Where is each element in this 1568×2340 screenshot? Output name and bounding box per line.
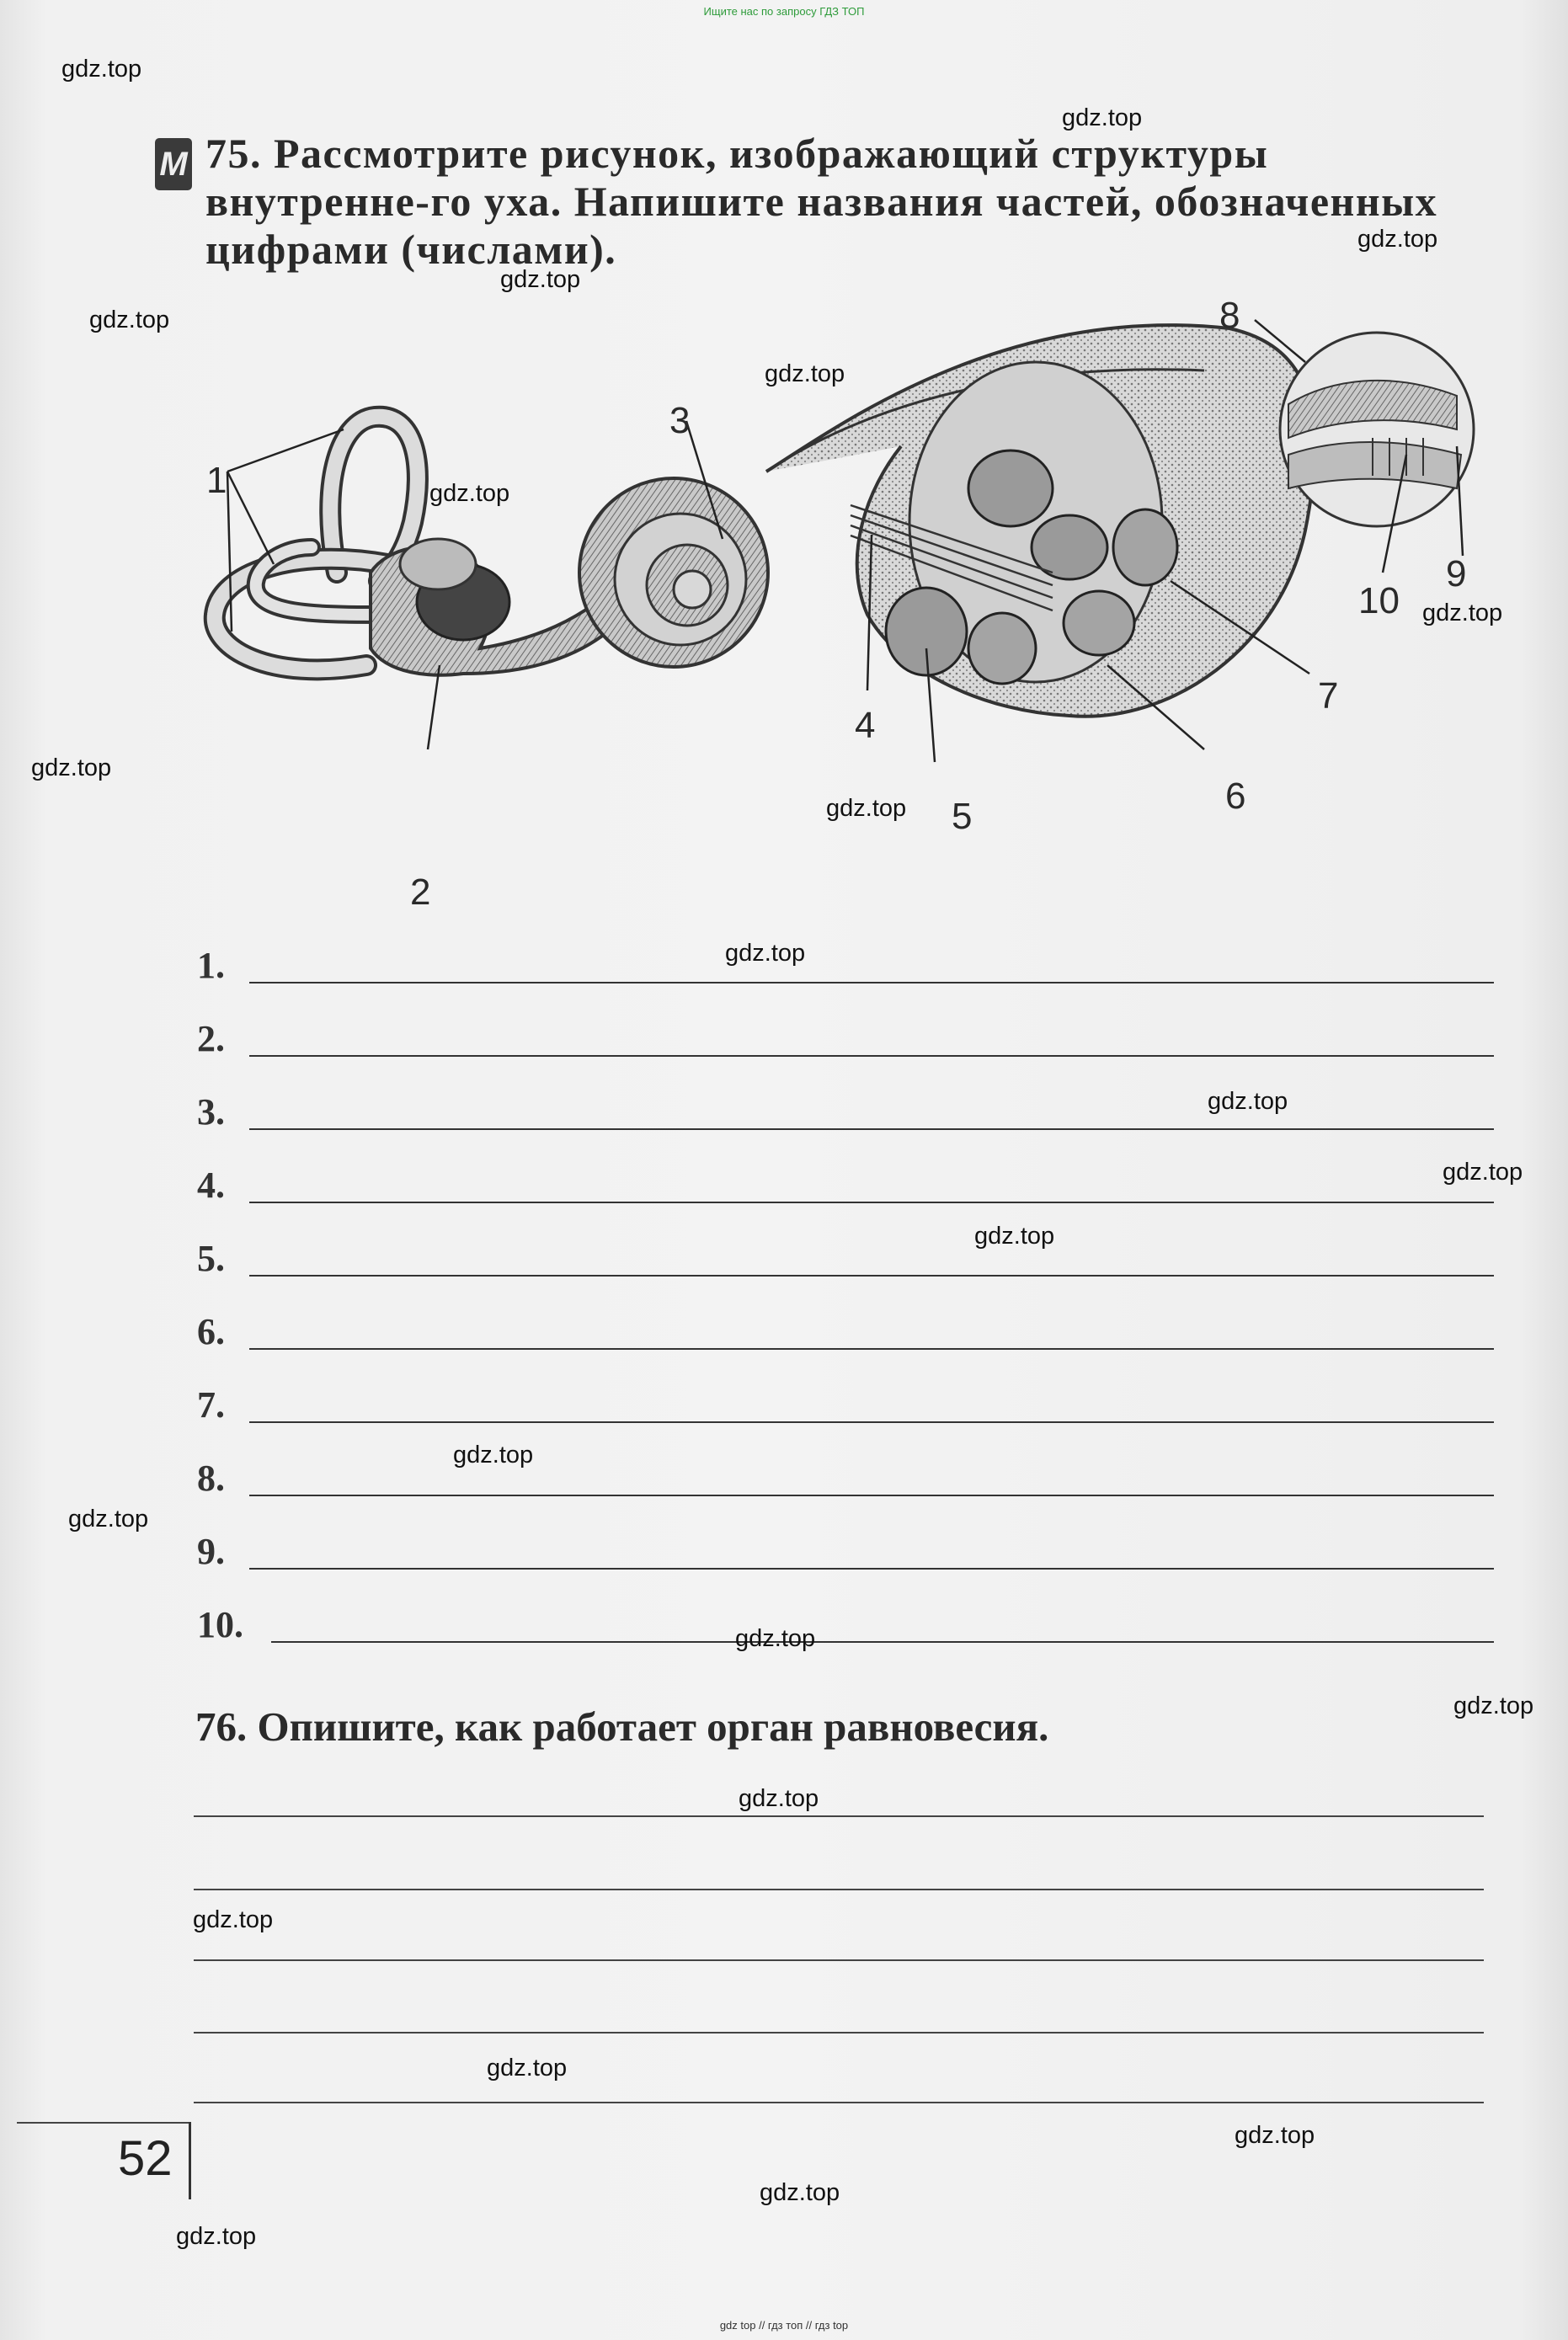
answer-line[interactable] (249, 1275, 1494, 1277)
figure-label-5: 5 (952, 796, 973, 837)
page-number: 52 (118, 2131, 173, 2186)
writing-line-4[interactable] (194, 2032, 1484, 2034)
answer-number: 5. (197, 1238, 225, 1279)
answer-number: 10. (197, 1604, 243, 1645)
cochlea-section-drawing (766, 320, 1474, 762)
watermark: gdz.top (1235, 2122, 1315, 2149)
answer-number: 8. (197, 1458, 225, 1499)
watermark: gdz.top (739, 1785, 819, 1812)
page-number-divider (189, 2122, 191, 2199)
figure-label-8: 8 (1219, 295, 1240, 336)
watermark: gdz.top (429, 480, 510, 507)
answer-number: 4. (197, 1165, 225, 1206)
watermark: gdz.top (176, 2223, 257, 2250)
answer-line[interactable] (249, 1128, 1494, 1130)
figure-label-7: 7 (1318, 675, 1339, 717)
writing-line-1[interactable] (194, 1815, 1484, 1817)
watermark: gdz.top (1422, 600, 1503, 626)
writing-line-3[interactable] (194, 1959, 1484, 1961)
watermark: gdz.top (68, 1506, 149, 1532)
answer-row-10[interactable] (197, 1606, 1494, 1650)
answer-row-2[interactable] (197, 1020, 1494, 1063)
watermark: gdz.top (1453, 1692, 1534, 1719)
watermark: gdz.top (765, 360, 845, 387)
figure-label-3: 3 (669, 400, 691, 441)
answer-line[interactable] (249, 1348, 1494, 1350)
figure-label-4: 4 (855, 705, 876, 746)
answer-line[interactable] (249, 1568, 1494, 1570)
watermark: gdz.top (735, 1625, 816, 1652)
answer-number: 7. (197, 1384, 225, 1426)
watermark: gdz.top (1443, 1159, 1523, 1186)
answer-number: 2. (197, 1018, 225, 1059)
watermark: gdz.top (453, 1442, 534, 1468)
m-badge-icon: М (155, 138, 192, 190)
watermark: gdz.top (31, 754, 112, 781)
answer-line[interactable] (249, 1202, 1494, 1203)
page-corner-rule (17, 2122, 190, 2124)
answer-row-3[interactable] (197, 1093, 1494, 1137)
task-75-title: 75. Рассмотрите рисунок, изображающий структуры внутренне-го уха. Напишите названия частей, обозначенных цифрами (числами). (205, 130, 1438, 273)
task-76-title: 76. Опишите, как работает орган равновесия. (195, 1703, 1049, 1750)
answer-row-1[interactable] (197, 946, 1494, 990)
answer-row-7[interactable] (197, 1386, 1494, 1430)
figure-label-9: 9 (1446, 553, 1467, 594)
figure-label-10: 10 (1358, 580, 1400, 621)
answer-number: 1. (197, 945, 225, 986)
answer-line[interactable] (249, 1421, 1494, 1423)
writing-line-2[interactable] (194, 1889, 1484, 1890)
watermark: gdz.top (1062, 104, 1143, 131)
answer-line[interactable] (271, 1641, 1494, 1643)
answer-row-4[interactable] (197, 1166, 1494, 1210)
watermark: gdz.top (500, 266, 581, 293)
watermark: gdz.top (89, 306, 170, 333)
answer-row-9[interactable] (197, 1532, 1494, 1576)
answer-number: 9. (197, 1531, 225, 1572)
answer-line[interactable] (249, 982, 1494, 983)
inner-ear-figure (194, 295, 1507, 935)
writing-line-5[interactable] (194, 2102, 1484, 2103)
figure-label-1: 1 (206, 460, 227, 501)
answer-row-5[interactable] (197, 1239, 1494, 1283)
watermark: gdz.top (1208, 1088, 1288, 1115)
figure-label-2: 2 (410, 872, 431, 913)
figure-label-6: 6 (1225, 776, 1246, 817)
watermark: gdz.top (826, 795, 907, 822)
watermark: gdz.top (487, 2055, 568, 2081)
labyrinth-drawing (215, 417, 768, 749)
answer-row-6[interactable] (197, 1313, 1494, 1357)
answer-line[interactable] (249, 1055, 1494, 1057)
watermark: gdz.top (193, 1906, 274, 1933)
watermark: gdz.top (974, 1223, 1055, 1250)
answer-row-8[interactable] (197, 1459, 1494, 1503)
bottom-note: gdz top // гдз топ // гдз top (719, 2319, 849, 2332)
top-search-note: Ищите нас по запросу ГДЗ ТОП (703, 5, 865, 18)
watermark: gdz.top (61, 56, 142, 83)
answer-number: 3. (197, 1091, 225, 1133)
answer-line[interactable] (249, 1495, 1494, 1496)
watermark: gdz.top (1357, 226, 1438, 253)
answer-number: 6. (197, 1311, 225, 1352)
watermark: gdz.top (725, 940, 806, 967)
watermark: gdz.top (760, 2179, 840, 2206)
